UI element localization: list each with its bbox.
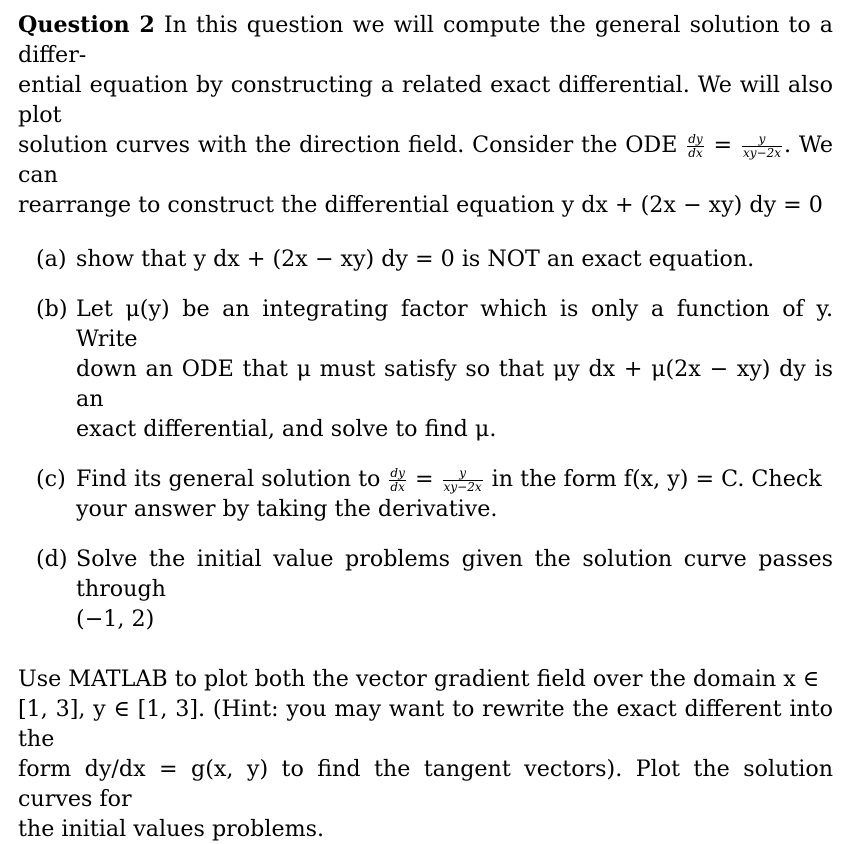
part-a-label: (a) <box>36 246 67 272</box>
ode-lhs-numerator: dy <box>688 131 703 146</box>
matlab-line-3: form dy/dx = g(x, y) to find the tangent vectors). Plot the solution curves for <box>18 756 833 812</box>
ode-rhs-numerator: y <box>742 133 782 147</box>
question-heading: Question 2 <box>18 12 155 38</box>
part-d-label: (d) <box>36 546 68 572</box>
part-d-line-1: Solve the initial value problems given the solution curve passes through <box>76 546 833 602</box>
part-d-line-2: (−1, 2) <box>76 606 155 632</box>
part-c <box>18 464 833 524</box>
part-c-text-1: Find its general solution to <box>76 466 381 492</box>
intro-line-1 <box>18 10 833 70</box>
part-c-line-1 <box>76 464 833 494</box>
part-a-body <box>76 244 833 274</box>
part-c-text-2: in the form f(x, y) = C. Check <box>491 466 822 492</box>
part-d <box>18 544 833 634</box>
part-b-line-1: Let μ(y) be an integrating factor which is only a function of y. Write <box>76 296 833 352</box>
part-c-rhs-numerator: y <box>443 467 483 481</box>
part-c-label: (c) <box>36 466 66 492</box>
ode-rhs-fraction <box>742 133 782 160</box>
part-b-line-3: exact differential, and solve to find μ. <box>76 416 497 442</box>
part-c-body <box>76 464 833 524</box>
part-a <box>18 244 833 274</box>
part-c-lhs-denominator: dx <box>390 479 405 494</box>
part-c-lhs-numerator: dy <box>390 465 405 480</box>
part-b-line-2: down an ODE that μ must satisfy so that μy dx + μ(2x − xy) dy is an <box>76 356 833 412</box>
matlab-line-1: Use MATLAB to plot both the vector gradient field over the domain x ∈ <box>18 666 820 692</box>
question-parts <box>18 244 833 634</box>
matlab-line-4: the initial values problems. <box>18 816 325 842</box>
document-page <box>18 10 833 844</box>
intro-line-4: rearrange to construct the differential equation y dx + (2x − xy) dy = 0 <box>18 192 823 218</box>
ode-lhs-fraction <box>687 133 703 160</box>
part-c-rhs-denominator: xy−2x <box>443 479 482 494</box>
intro-text-1: In this question we will compute the general solution to a differ- <box>18 12 833 68</box>
ode-equals: = <box>713 132 733 158</box>
part-c-equals: = <box>414 466 434 492</box>
intro-text-3-end: . We can <box>18 132 834 188</box>
part-d-body <box>76 544 833 634</box>
part-c-rhs-fraction <box>443 467 483 494</box>
matlab-line-2: [1, 3], y ∈ [1, 3]. (Hint: you may want to rewrite the exact different into the <box>18 696 833 752</box>
matlab-instructions <box>18 664 833 844</box>
question-intro <box>18 10 833 220</box>
ode-rhs-denominator: xy−2x <box>742 145 781 160</box>
part-b <box>18 294 833 444</box>
part-a-line-1: show that y dx + (2x − xy) dy = 0 is NOT an exact equation. <box>76 246 755 272</box>
part-c-lhs-fraction <box>389 467 405 494</box>
intro-line-3 <box>18 130 833 190</box>
part-b-body <box>76 294 833 444</box>
ode-lhs-denominator: dx <box>688 145 703 160</box>
part-c-line-2: your answer by taking the derivative. <box>76 496 498 522</box>
intro-line-2: ential equation by constructing a related exact differential. We will also plot <box>18 72 833 128</box>
intro-text-3: solution curves with the direction field. Consider the ODE <box>18 132 678 158</box>
part-b-label: (b) <box>36 296 68 322</box>
